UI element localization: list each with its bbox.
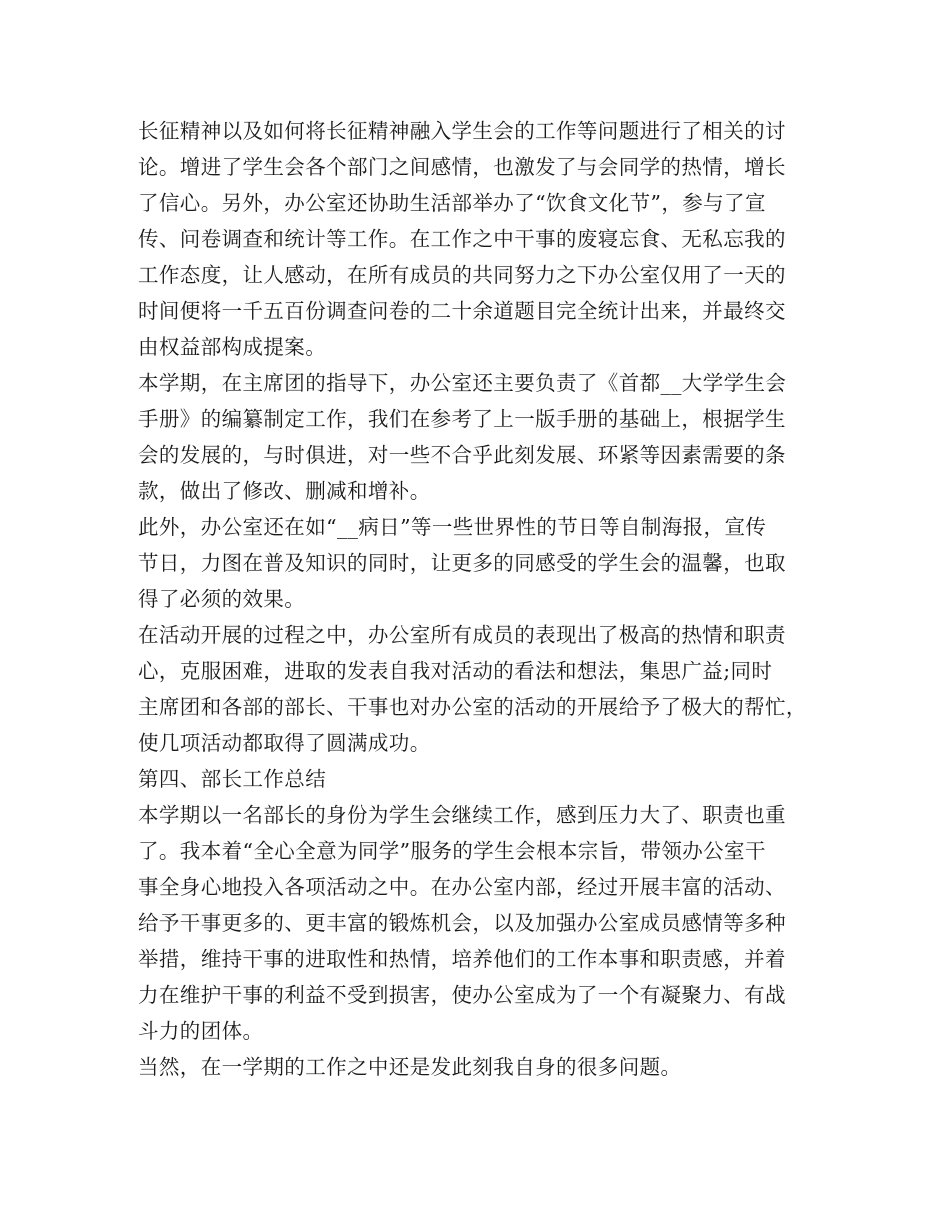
text-line: 节日，力图在普及知识的同时，让更多的同感受的学生会的温馨，也取 [138, 551, 786, 575]
text-line: 了信心。另外，办公室还协助生活部举办了“饮食文化节”，参与了宣 [138, 191, 766, 215]
text-line: 此外，办公室还在如“__病日”等一些世界性的节日等自制海报，宣传 [138, 515, 767, 539]
section-heading: 第四、部长工作总结 [138, 767, 327, 791]
text-line: 在活动开展的过程之中，办公室所有成员的表现出了极高的热情和职责 [138, 623, 786, 647]
text-line: 给予干事更多的、更丰富的锻炼机会，以及加强办公室成员感情等多种 [138, 911, 786, 935]
document-body [138, 113, 828, 1085]
text-line: 时间便将一千五百份调查问卷的二十余道题目完全统计出来，并最终交 [138, 299, 786, 323]
text-line: 得了必须的效果。 [138, 587, 306, 611]
text-line: 力在维护干事的利益不受到损害，使办公室成为了一个有凝聚力、有战 [138, 983, 786, 1007]
text-line: 本学期，在主席团的指导下，办公室还主要负责了《首都__大学学生会 [138, 371, 787, 395]
text-line: 主席团和各部的部长、干事也对办公室的活动的开展给予了极大的帮忙， [138, 695, 807, 719]
text-line: 斗力的团体。 [138, 1019, 264, 1043]
text-line: 传、问卷调查和统计等工作。在工作之中干事的废寝忘食、无私忘我的 [138, 227, 786, 251]
text-line: 心，克服困难，进取的发表自我对活动的看法和想法，集思广益;同时 [138, 659, 773, 683]
text-line: 会的发展的，与时俱进，对一些不合乎此刻发展、环紧等因素需要的条 [138, 443, 786, 467]
text-line: 款，做出了修改、删减和增补。 [138, 479, 431, 503]
text-line: 当然，在一学期的工作之中还是发此刻我自身的很多问题。 [138, 1055, 682, 1079]
text-line: 工作态度，让人感动，在所有成员的共同努力之下办公室仅用了一天的 [138, 263, 786, 287]
text-line: 事全身心地投入各项活动之中。在办公室内部，经过开展丰富的活动、 [138, 875, 786, 899]
text-line: 了。我本着“全心全意为同学”服务的学生会根本宗旨，带领办公室干 [138, 839, 766, 863]
text-line: 由权益部构成提案。 [138, 335, 327, 359]
text-line: 手册》的编纂制定工作，我们在参考了上一版手册的基础上，根据学生 [138, 407, 786, 431]
text-line: 本学期以一名部长的身份为学生会继续工作，感到压力大了、职责也重 [138, 803, 786, 827]
text-line: 使几项活动都取得了圆满成功。 [138, 731, 431, 755]
text-line: 论。增进了学生会各个部门之间感情，也激发了与会同学的热情，增长 [138, 155, 786, 179]
text-line: 举措，维持干事的进取性和热情，培养他们的工作本事和职责感，并着 [138, 947, 786, 971]
text-line: 长征精神以及如何将长征精神融入学生会的工作等问题进行了相关的讨 [138, 119, 786, 143]
